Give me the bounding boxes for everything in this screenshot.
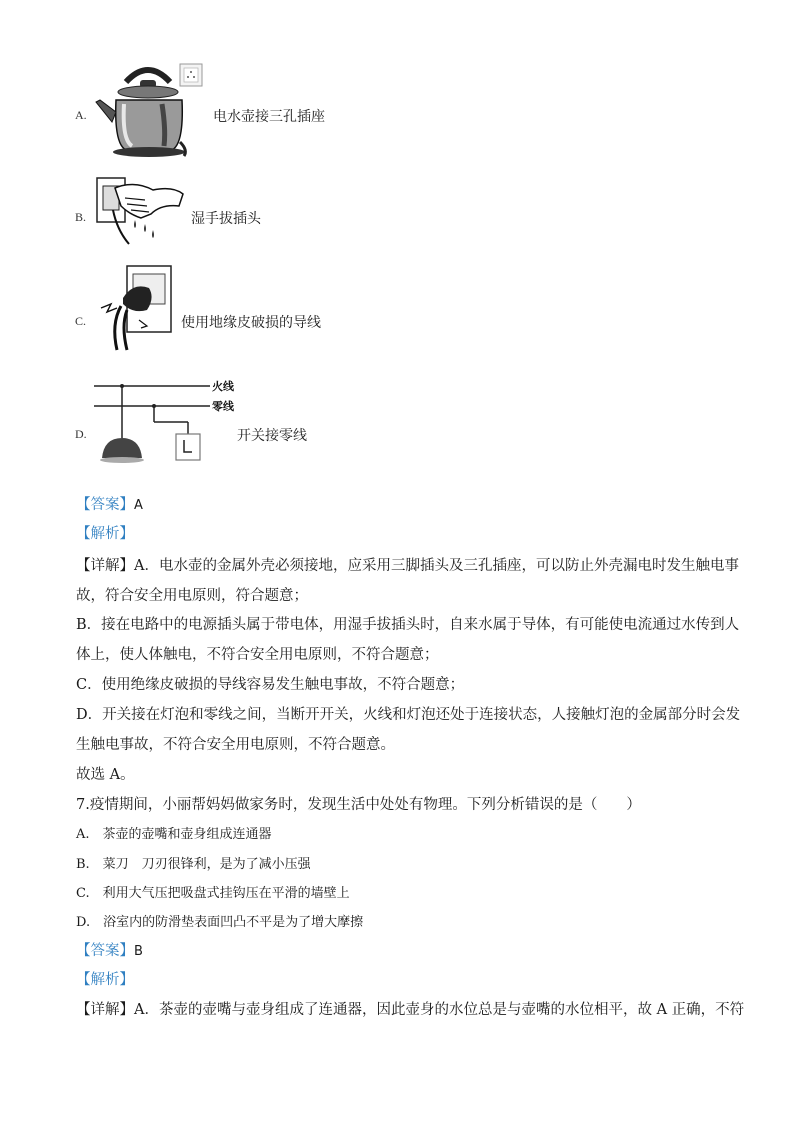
option-caption-a: 电水壶接三孔插座 bbox=[213, 109, 325, 125]
q7-stem: 7.疫情期间，小丽帮妈妈做家务时，发现生活中处处有物理。下列分析错误的是（ ） bbox=[76, 797, 641, 813]
q7-option-d: D. 浴室内的防滑垫表面凹凸不平是为了增大摩擦 bbox=[76, 915, 364, 930]
q6-conclusion: 故选 A。 bbox=[76, 767, 135, 783]
answer-bracket-close: 】 bbox=[119, 497, 134, 513]
analysis-label: 解析 bbox=[90, 972, 120, 988]
q6-detail-line-6: D．开关接在灯泡和零线之间，当断开开关，火线和灯泡还处于连接状态，人接触灯泡的金属部分时会发 bbox=[76, 707, 741, 723]
q7-option-a: A. 茶壶的壶嘴和壶身组成连通器 bbox=[76, 827, 272, 842]
option-caption-d: 开关接零线 bbox=[237, 428, 307, 444]
answer-bracket-open: 【 bbox=[76, 497, 91, 513]
answer-value: A bbox=[134, 498, 143, 513]
analysis-bracket-open: 【 bbox=[76, 972, 91, 988]
q7-answer-line bbox=[76, 941, 143, 962]
q6-detail-line-5: C．使用绝缘皮破损的导线容易发生触电事故，不符合题意； bbox=[76, 677, 465, 693]
analysis-label: 解析 bbox=[90, 526, 120, 542]
answer-bracket-open: 【 bbox=[76, 943, 91, 959]
neutral-wire-label: 零线 bbox=[212, 400, 234, 413]
q6-detail-line-7: 生触电事故，不符合安全用电原则，不符合题意。 bbox=[76, 737, 395, 753]
option-letter-a: A. bbox=[75, 108, 87, 122]
analysis-bracket-close: 】 bbox=[119, 526, 134, 542]
q6-detail-line-2: 故，符合安全用电原则，符合题意； bbox=[76, 588, 308, 604]
option-letter-c: C. bbox=[75, 314, 87, 328]
q7-option-c: C. 利用大气压把吸盘式挂钩压在平滑的墙壁上 bbox=[76, 886, 350, 901]
option-letter-b: B. bbox=[75, 210, 87, 224]
q6-detail-line-1 bbox=[76, 556, 739, 576]
answer-label: 答案 bbox=[90, 943, 120, 959]
q7-analysis-line bbox=[76, 970, 134, 990]
q7-option-b: B. 菜刀 刀刃很锋利，是为了减小压强 bbox=[76, 857, 311, 872]
circuit-switch-lamp-icon bbox=[92, 376, 242, 468]
answer-label: 答案 bbox=[90, 497, 120, 513]
q6-detail-line-4: 体上，使人体触电，不符合安全用电原则，不符合题意； bbox=[76, 647, 439, 663]
live-wire-label: 火线 bbox=[212, 380, 234, 393]
q7-detail-line-1 bbox=[76, 1000, 744, 1020]
option-caption-b: 湿手拔插头 bbox=[191, 211, 261, 227]
option-caption-c: 使用地缘皮破损的导线 bbox=[181, 315, 321, 331]
damaged-wire-plug-icon bbox=[97, 264, 177, 354]
wet-hand-plug-icon bbox=[95, 176, 187, 248]
answer-value: B bbox=[134, 944, 143, 959]
q6-analysis-line bbox=[76, 524, 134, 544]
detail-text: A．电水壶的金属外壳必须接地，应采用三脚插头及三孔插座，可以防止外壳漏电时发生触电事 bbox=[134, 558, 739, 574]
analysis-bracket-close: 】 bbox=[119, 972, 134, 988]
detail-text: A．茶壶的壶嘴与壶身组成了连通器，因此壶身的水位总是与壶嘴的水位相平，故 A 正确，不符 bbox=[134, 1002, 745, 1018]
q6-answer-line bbox=[76, 495, 143, 516]
q6-detail-line-3: B．接在电路中的电源插头属于带电体，用湿手拔插头时，自来水属于导体，有可能使电流通过水传到人 bbox=[76, 617, 740, 633]
detail-tag: 【详解】 bbox=[76, 1002, 134, 1018]
option-letter-d: D. bbox=[75, 427, 87, 441]
detail-tag: 【详解】 bbox=[76, 558, 134, 574]
kettle-and-socket-icon bbox=[92, 60, 208, 160]
answer-bracket-close: 】 bbox=[119, 943, 134, 959]
analysis-bracket-open: 【 bbox=[76, 526, 91, 542]
